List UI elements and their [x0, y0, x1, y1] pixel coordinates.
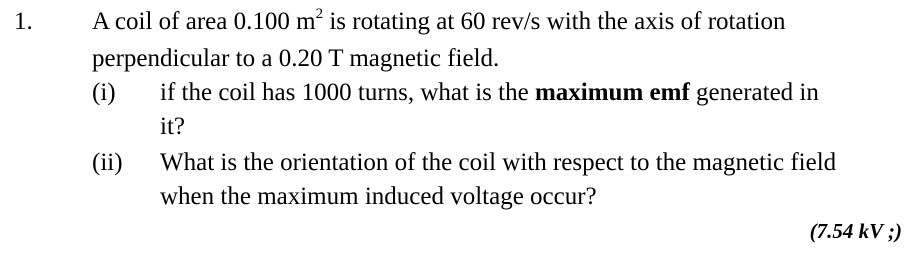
question-stem-line-1: [92, 7, 785, 37]
question-stem-line-2: perpendicular to a 0.20 T magnetic field.: [92, 45, 500, 72]
part-i-line-2: it?: [160, 113, 185, 140]
part-ii-numeral: (ii): [92, 149, 123, 176]
part-ii-line-2: when the maximum induced voltage occur?: [160, 183, 597, 210]
part-i-numeral: (i): [92, 79, 116, 106]
area-unit-exponent: 2: [315, 5, 324, 22]
stem-text-after-exponent: is rotating at 60 rev/s with the axis of rotation: [323, 8, 786, 35]
answer-hint: (7.54 kV ;): [809, 219, 902, 243]
stem-text-before-exponent: A coil of area 0.100 m: [92, 8, 316, 35]
part-i-line-1: [160, 78, 819, 108]
part-i-text-after: generated in: [689, 79, 819, 106]
part-i-text-before: if the coil has 1000 turns, what is the: [160, 79, 535, 106]
part-i-bold-term: maximum emf: [534, 79, 690, 106]
question-number: 1.: [14, 8, 33, 35]
part-ii-line-1: What is the orientation of the coil with respect to the magnetic field: [160, 149, 837, 176]
